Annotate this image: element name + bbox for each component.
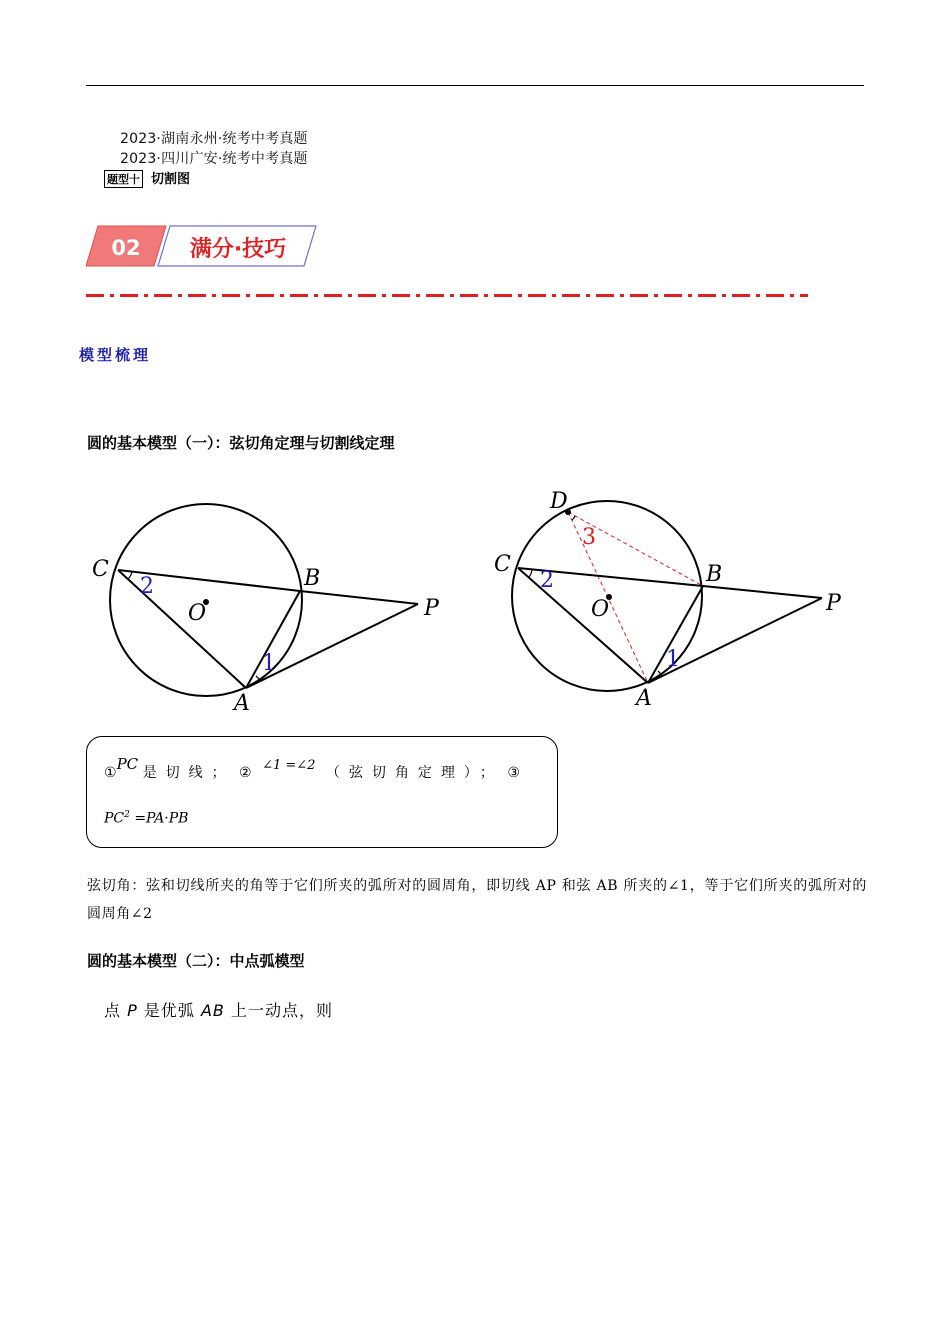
pc-squared: PC (104, 810, 125, 827)
label-a: A (234, 691, 250, 716)
label-angle-3: 3 (582, 525, 596, 550)
topic-badge: 题型十 (104, 170, 143, 188)
pc-label: PC (116, 755, 139, 773)
model-two-statement (104, 998, 333, 1021)
stmt-p: P (127, 1001, 138, 1020)
label-p: P (424, 596, 439, 621)
dash-dot-divider (86, 294, 808, 297)
label-o: O (591, 597, 610, 622)
topic-label: 切割图 (151, 172, 191, 187)
angle-arc-3 (572, 516, 575, 520)
product-rhs: =PA·PB (129, 810, 189, 827)
label-a: A (636, 686, 652, 711)
theorem-line-2 (104, 810, 188, 827)
label-o: O (188, 601, 207, 626)
banner-title: 满分·技巧 (189, 237, 287, 262)
label-p: P (826, 591, 841, 616)
model-one-heading: 圆的基本模型（一）：弦切角定理与切割线定理 (87, 434, 395, 452)
secant-bp (703, 586, 822, 598)
stmt-post: 上一动点，则 (224, 1001, 333, 1020)
explanation-paragraph: 弦切角：弦和切线所夹的角等于它们所夹的弧所对的圆周角，即切线 AP 和弦 AB 所夹的∠1，等于它们所夹的弧所对的圆周角∠2 (87, 878, 867, 922)
theorem-line-1 (104, 755, 544, 782)
label-b: B (304, 566, 321, 591)
angle-equation: ∠1 =∠2 (262, 758, 316, 773)
banner-number: 02 (111, 236, 141, 260)
circled-3: ③ (507, 765, 520, 781)
header-rule (86, 85, 864, 86)
label-angle-1: 1 (666, 647, 680, 672)
stmt-ab: AB (200, 1001, 225, 1020)
section-banner (86, 222, 318, 270)
label-angle-2: 2 (140, 574, 154, 599)
circled-2: ② (239, 765, 252, 781)
label-angle-2: 2 (540, 568, 554, 593)
chord-ca (518, 568, 648, 683)
label-b: B (706, 562, 723, 587)
stmt-mid: 是优弧 (137, 1001, 201, 1020)
label-d: D (550, 489, 568, 514)
exponent: 2 (124, 810, 130, 820)
stmt-pre: 点 (104, 1001, 128, 1020)
angle-arc-2 (529, 570, 532, 578)
model-two-heading: 圆的基本模型（二）：中点弧模型 (87, 952, 305, 970)
angle-arc-2 (128, 572, 132, 580)
chord-ca (118, 570, 246, 688)
label-c: C (92, 557, 109, 582)
section-title: 模型梳理 (79, 346, 152, 364)
figure-tangent-secant-2 (492, 486, 852, 714)
source-line-1: 2023·湖南永州·统考中考真题 (120, 131, 308, 147)
secant-bp (300, 591, 418, 604)
tangent-text: 是切线； (142, 765, 235, 781)
label-angle-1: 1 (262, 651, 276, 676)
theorem-box (86, 736, 558, 848)
figure-tangent-secant-1 (88, 496, 448, 718)
circled-1: ① (104, 765, 117, 781)
theorem-name: （弦切角定理）； (325, 765, 503, 781)
topic-tag (104, 168, 190, 188)
source-line-2: 2023·四川广安·统考中考真题 (120, 151, 308, 167)
label-c: C (494, 552, 511, 577)
